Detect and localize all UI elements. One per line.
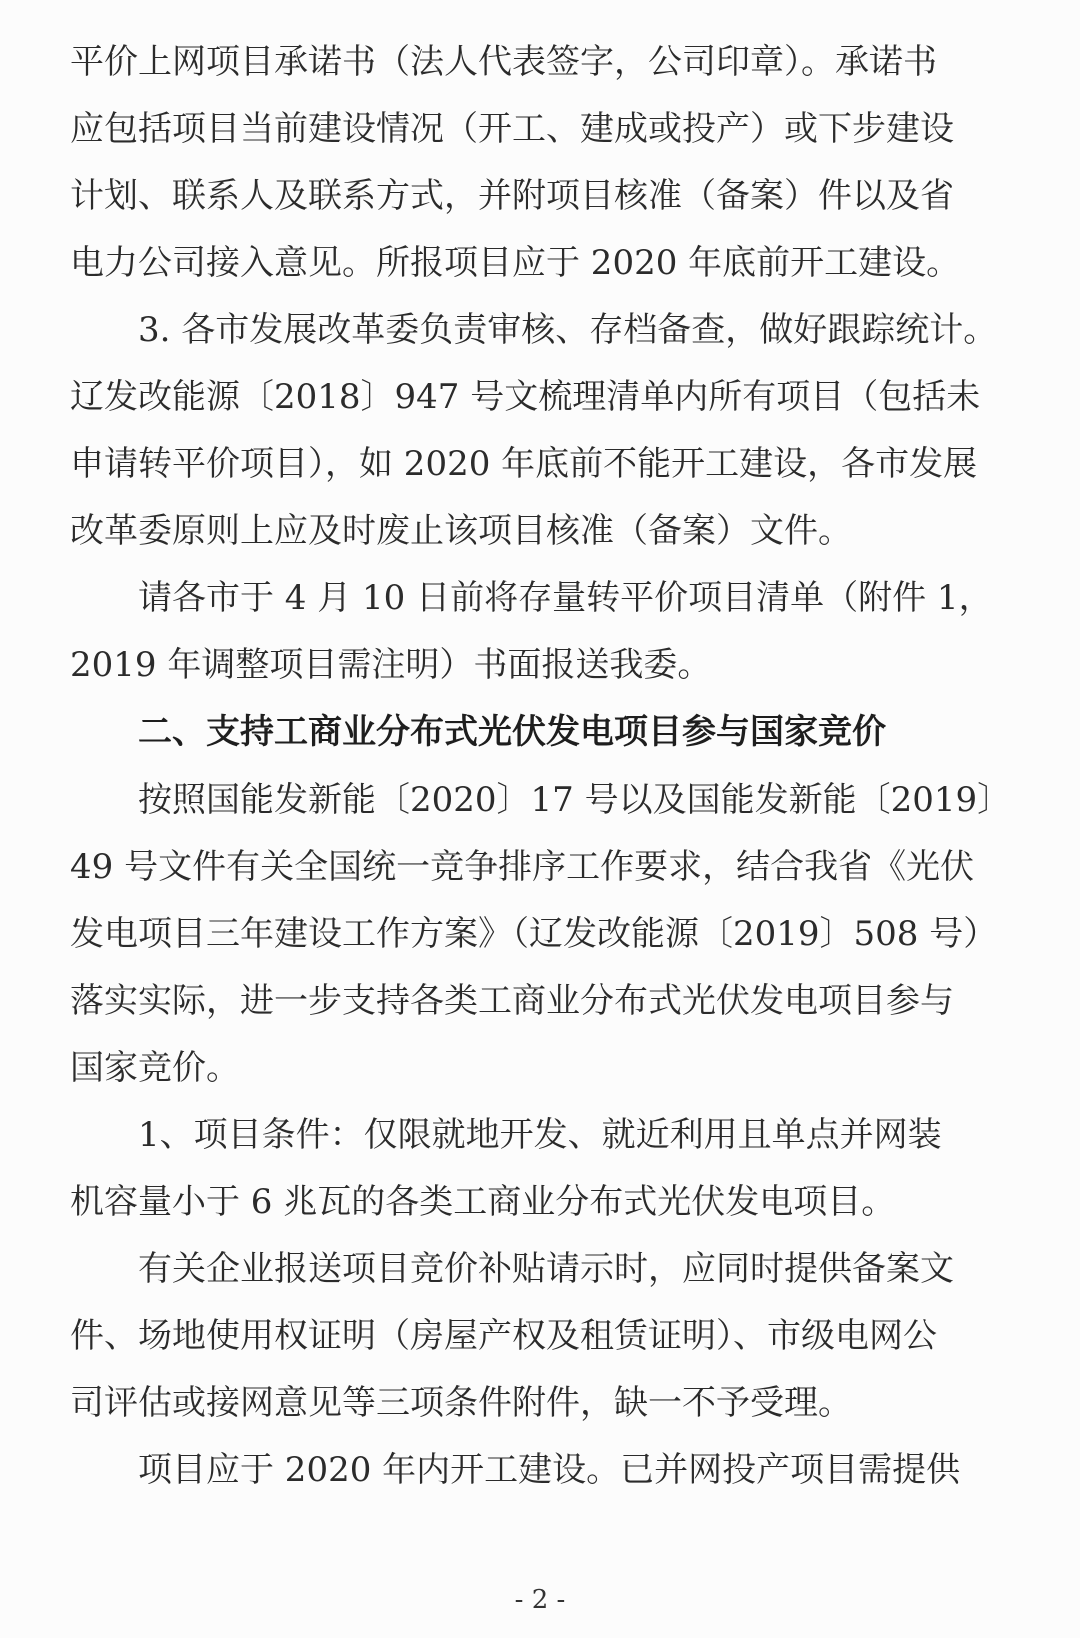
text-line: 计划、联系人及联系方式，并附项目核准（备案）件以及省	[70, 176, 954, 216]
text-line: 落实实际，进一步支持各类工商业分布式光伏发电项目参与	[70, 981, 954, 1021]
text-line: 请各市于 4 月 10 日前将存量转平价项目清单（附件 1，	[138, 578, 993, 618]
text-line: 项目应于 2020 年内开工建设。已并网投产项目需提供	[138, 1450, 961, 1490]
text-line: 机容量小于 6 兆瓦的各类工商业分布式光伏发电项目。	[70, 1182, 896, 1222]
text-line: 司评估或接网意见等三项条件附件，缺一不予受理。	[70, 1383, 852, 1423]
section-heading: 二、支持工商业分布式光伏发电项目参与国家竞价	[138, 712, 886, 752]
text-line: 件、场地使用权证明（房屋产权及租赁证明）、市级电网公	[70, 1316, 937, 1356]
text-line: 1、项目条件：仅限就地开发、就近利用且单点并网装	[138, 1115, 942, 1155]
text-line: 电力公司接入意见。所报项目应于 2020 年底前开工建设。	[70, 243, 961, 283]
text-line: 辽发改能源〔2018〕947 号文梳理清单内所有项目（包括未	[70, 377, 981, 417]
text-line: 有关企业报送项目竞价补贴请示时，应同时提供备案文	[138, 1249, 954, 1289]
text-line: 发电项目三年建设工作方案》（辽发改能源〔2019〕508 号）	[70, 914, 998, 954]
text-line: 2019 年调整项目需注明）书面报送我委。	[70, 645, 712, 685]
text-line: 平价上网项目承诺书（法人代表签字，公司印章）。承诺书	[70, 42, 937, 82]
text-line: 应包括项目当前建设情况（开工、建成或投产）或下步建设	[70, 109, 954, 149]
text-line: 3. 各市发展改革委负责审核、存档备查，做好跟踪统计。	[138, 310, 998, 350]
text-line: 49 号文件有关全国统一竞争排序工作要求，结合我省《光伏	[70, 847, 975, 887]
page-number: - 2 -	[514, 1585, 566, 1615]
text-line: 按照国能发新能〔2020〕17 号以及国能发新能〔2019〕	[138, 780, 1012, 820]
text-line: 申请转平价项目），如 2020 年底前不能开工建设，各市发展	[70, 444, 978, 484]
text-line: 国家竞价。	[70, 1048, 240, 1088]
text-line: 改革委原则上应及时废止该项目核准（备案）文件。	[70, 511, 852, 551]
